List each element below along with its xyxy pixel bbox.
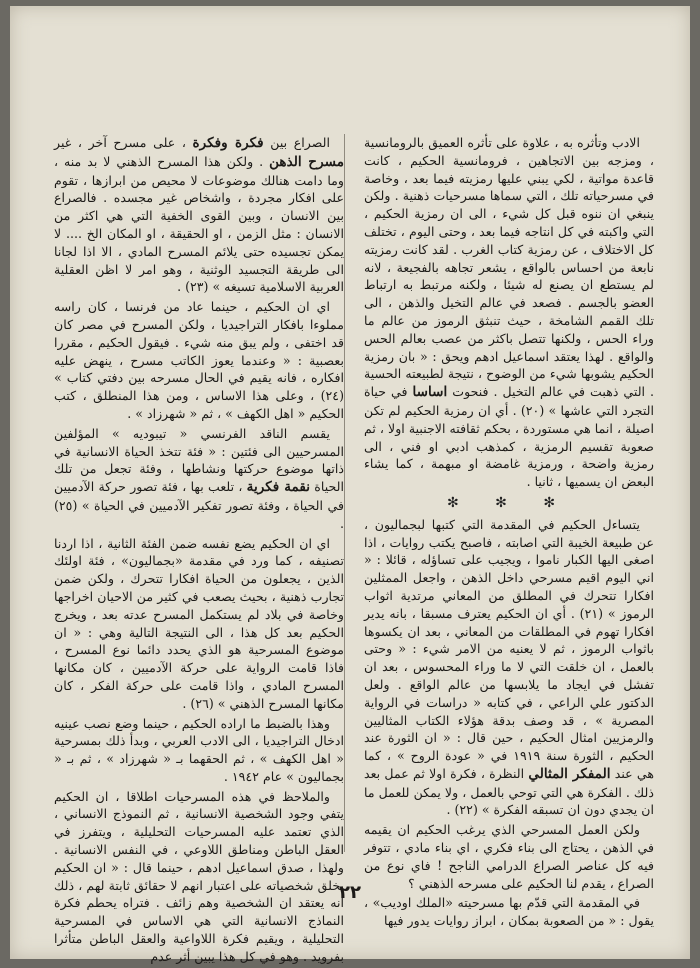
text-run: . ولكن هذا المسرح الذهني لا بد منه ، وما دامت هنالك موضوعات لا محيص من ابرازها ، تقوم على افكار مجردة ، واشخاص غير مجسده . فالصراع بين الانسان ، وبين القوى الخفية التي هي اكثر من الانسان : مثل الزمن ، او الحقيقة ، او المكان الخ .... لا يمكن تجسيده حتى يلائم المسرح المادي ، الا اذا لجانا الى طريقة التجسيد الوثنية ، وهو امر لا اظن العقلية العربية الاسلامية تسيغه » (٢٣) .	[54, 153, 344, 295]
paragraph	[54, 715, 344, 786]
text-run: الادب وتأثره به ، علاوة على تأثره العميق بالرومانسية ، ومزجه بين الاتجاهين ، فرومانسية الحكيم ، كانت قاعدة مواتية ، لكي يبني عليها رمزيته فيما بعد ، وخاصة في مسرحياته تلك ، التي سماها مسرحيات ذهنية . ولكن ينبغي ان ننوه قبل كل شيء ، الى ان رمزية الحكيم ، التي واكبته في كل انتاجه فيما بعد ، وحتى اليوم ، تختلف كل الاختلاف ، عن رمزية كتاب الغرب . لقد كانت رمزيته نابعة من احساس بالواقع ، يشعر تجاهه بالفجيعة ، لانه لم يستطع ان يصنع له شيئا ، ولكنه مرتبط به ارتباط العضو بالجسم . فصعد في عالم التخيل والذهن ، الى تلك القمم الشامخة ، حيث تنبثق الرموز من عالم ما وراء الحس ، ولكنها تتصل باكثر من عصب بعالم الحس والواقع . لهذا يعتقد اسماعيل ادهم ويحق : « بان رمزية الحكيم يشوبها شيء من الوضوح ، نتيجة لطبيعته الحسية . التي ذهبت في عالم التخيل . فنحوت	[364, 135, 654, 400]
right-text-column	[364, 134, 654, 932]
text-run: اي ان الحكيم ، حينما عاد من فرنسا ، كان راسه مملوءا بافكار التراجيديا ، ولكن المسرح في مصر كان قد اختفى ، ولم يبق منه شيء . فيقول الحكيم ، مقررا بعصبية : « وعندما يعوز الكاتب مسرح ، ينهض عليه افكاره ، فانه يقيم في الحال مسرحه بين دفتي كتاب » (٢٤) ، وعلى هذا الاساس ، ومن هذا المنطلق ، كتب الحكيم « اهل الكهف » ، ثم « شهرزاد » .	[54, 299, 344, 421]
bold-phrase: المفكر المثالي	[528, 765, 611, 782]
paragraph	[54, 425, 344, 533]
bold-phrase: نقمة فكرية	[246, 479, 311, 496]
text-run: النظرة ، فكرة اولا ثم عمل بعد ذلك . الفكرة هي التي توحي بالعمل ، ولا يمكن للعمل ما ان يجدي دون ان تسبقه الفكرة » (٢٢) .	[364, 765, 654, 818]
text-run: اي ان الحكيم يضع نفسه ضمن الفئة الثانية ، اذا اردنا تصنيفه ، كما ورد في مقدمة «بجماليون» ، فئة اولئك الذين ، يجعلون من الحياة افكارا تتحرك ، ولكن ضمن تجارب ذهنية ، بحيث يصعب في كثير من الاحيان اخراجها وخاصة في بلاد لم يستكمل المسرح عدته بعد ، ويخرج الحكيم بعد كل هذا ، الى النتيجة التالية وهي : « ان موضوع المسرحية هو الذي يحدد دائما نوع المسرح ، فاذا قامت الرواية على حركة الآدميين ، كان مكانها المسرح المادي ، واذا قامت على حركة الفكر ، كان مكانها المسرح الذهني » (٢٦) .	[54, 535, 344, 711]
text-run: الصراع بين	[263, 135, 330, 150]
text-run: يتساءل الحكيم في المقدمة التي كتبها لبجماليون ، عن طبيعة الخيبة التي اصابته ، فاصبح يكتب روايات ، اذا اصغى اليها الكبار ناموا ، ويجيب على تساؤله ، قائلا : « اني اليوم اقيم مسرحي داخل الذهن ، واجعل الممثلين افكارا تتحرك في المطلق من المعاني مرتدية اثواب الرموز » (٢١) . أي ان الحكيم يعترف مسبقا ، بانه يدير افكارا تهوم في المطلقات من المعاني ، بعد ان يكسوها باثواب الرموز ، ثم لا يعنيه من الامر شيء : « وحتى بالعمل ، ان خلقت التي لا ما وراء المحسوس ، بعد ان تفشل في ايجاد ما يلابسها من عالم الواقع . ولعل الدكتور علي الراعي ، في كتابه « دراسات في الرواية المصرية » ، قد وصف بدقة هؤلاء الكتاب المثاليين والرمزيين امثال الحكيم ، حين قال : « ان الثورة عند الحكيم ، الثورة سنة ١٩١٩ في « عودة الروح » ، كما هي عند	[364, 516, 655, 781]
paragraph	[54, 788, 344, 966]
text-run: ، تلعب بها ، فئة تصور حركة الآدميين في الحياة ، وفئة تصور تفكير الآدميين في الحياة » (٢٥) .	[54, 479, 344, 531]
paragraph	[364, 516, 654, 820]
bold-phrase: اساسا	[412, 384, 448, 401]
paragraph	[54, 535, 344, 713]
left-text-column	[54, 134, 344, 968]
paragraph	[364, 134, 654, 491]
text-run: يقسم الناقد الفرنسي « تيبوديه » المؤلفين المسرحيين الى فئتين : « فئة تتخذ الحياة الانسانية في ذاتها موضوع حركتها ونشاطها ، وفئة تجعل من تلك الحياة	[54, 425, 344, 495]
page-number: ٢٢	[339, 882, 361, 903]
paragraph	[54, 134, 344, 296]
text-run: في المقدمة التي قدّم بها مسرحيته «الملك اوديب» ، يقول : « من الصعوبة بمكان ، ابراز روايات يدور فيها	[364, 895, 654, 929]
text-run: ، على مسرح آخر ، غير	[54, 135, 193, 150]
magazine-page	[10, 6, 690, 964]
section-separator: ✻ ✻ ✻	[446, 494, 572, 511]
text-run: والملاحظ في هذه المسرحيات اطلاقا ، ان الحكيم يتفي وجود الشخصية الانسانية ، ثم النموذج الانساني ، الذي تعتمد عليه المسرحيات التحليلية ، ويتفرز في العقل الباطن ومناطق اللاوعي ، في النفس الانسانية . ولهذا ، صدق اسماعيل ادهم ، حينما قال : « ان الحكيم يخلق شخصياته على اعتبار انهم لا حقائق ثابتة لهم ، ذلك انه يعتقد ان الشخصية وهم زائف . فتراه يحطم فكرة النماذج الانسانية التي هي الاساس في المسرحية التحليلية ، ويقيم فكرة اللاواعية والعقل الباطن متأثرا بفرويد . وهو في كل هذا يبين أثر عدم	[54, 788, 344, 964]
paragraph	[364, 821, 654, 892]
text-run: في حياة التجرد التي عاشها » (٢٠) . أي ان رمزية الحكيم لم تكن اصيلة ، انما هي مستوردة ، بحكم ثقافته الاجنبية اولا ، ثم صعوبة تقسيم الرمزية ، كمذهب ادبي او فني ، الى رمزية واضحة ، ورمزية غامضة او مبهمة ، كما يشاء البعض ان يسميها ، ثانيا .	[364, 384, 654, 490]
paragraph	[54, 298, 344, 423]
text-run: ولكن العمل المسرحي الذي يرغب الحكيم ان يقيمه في الذهن ، يحتاج الى بناء فكري ، اي بناء مادي ، تتوفر فيه كل عناصر الصراع الدرامي الناجح ! فاي نوع من الصراع ، يقدم لنا الحكيم على مسرحه الذهني ؟	[364, 822, 654, 891]
column-divider	[344, 134, 345, 852]
paragraph	[364, 894, 654, 930]
bold-phrase: مسرح الذهن	[269, 153, 344, 170]
bold-phrase: فكرة وفكرة	[192, 135, 264, 151]
text-run: وهذا بالضبط ما اراده الحكيم ، حينما وضع نصب عينيه ادخال التراجيديا ، الى الادب العربي ، وبدأ ذلك بمسرحية « اهل الكهف » ، ثم الحقهما بـ « شهرزاد » ، ثم بـ « بجماليون » عام ١٩٤٢ .	[54, 715, 344, 784]
